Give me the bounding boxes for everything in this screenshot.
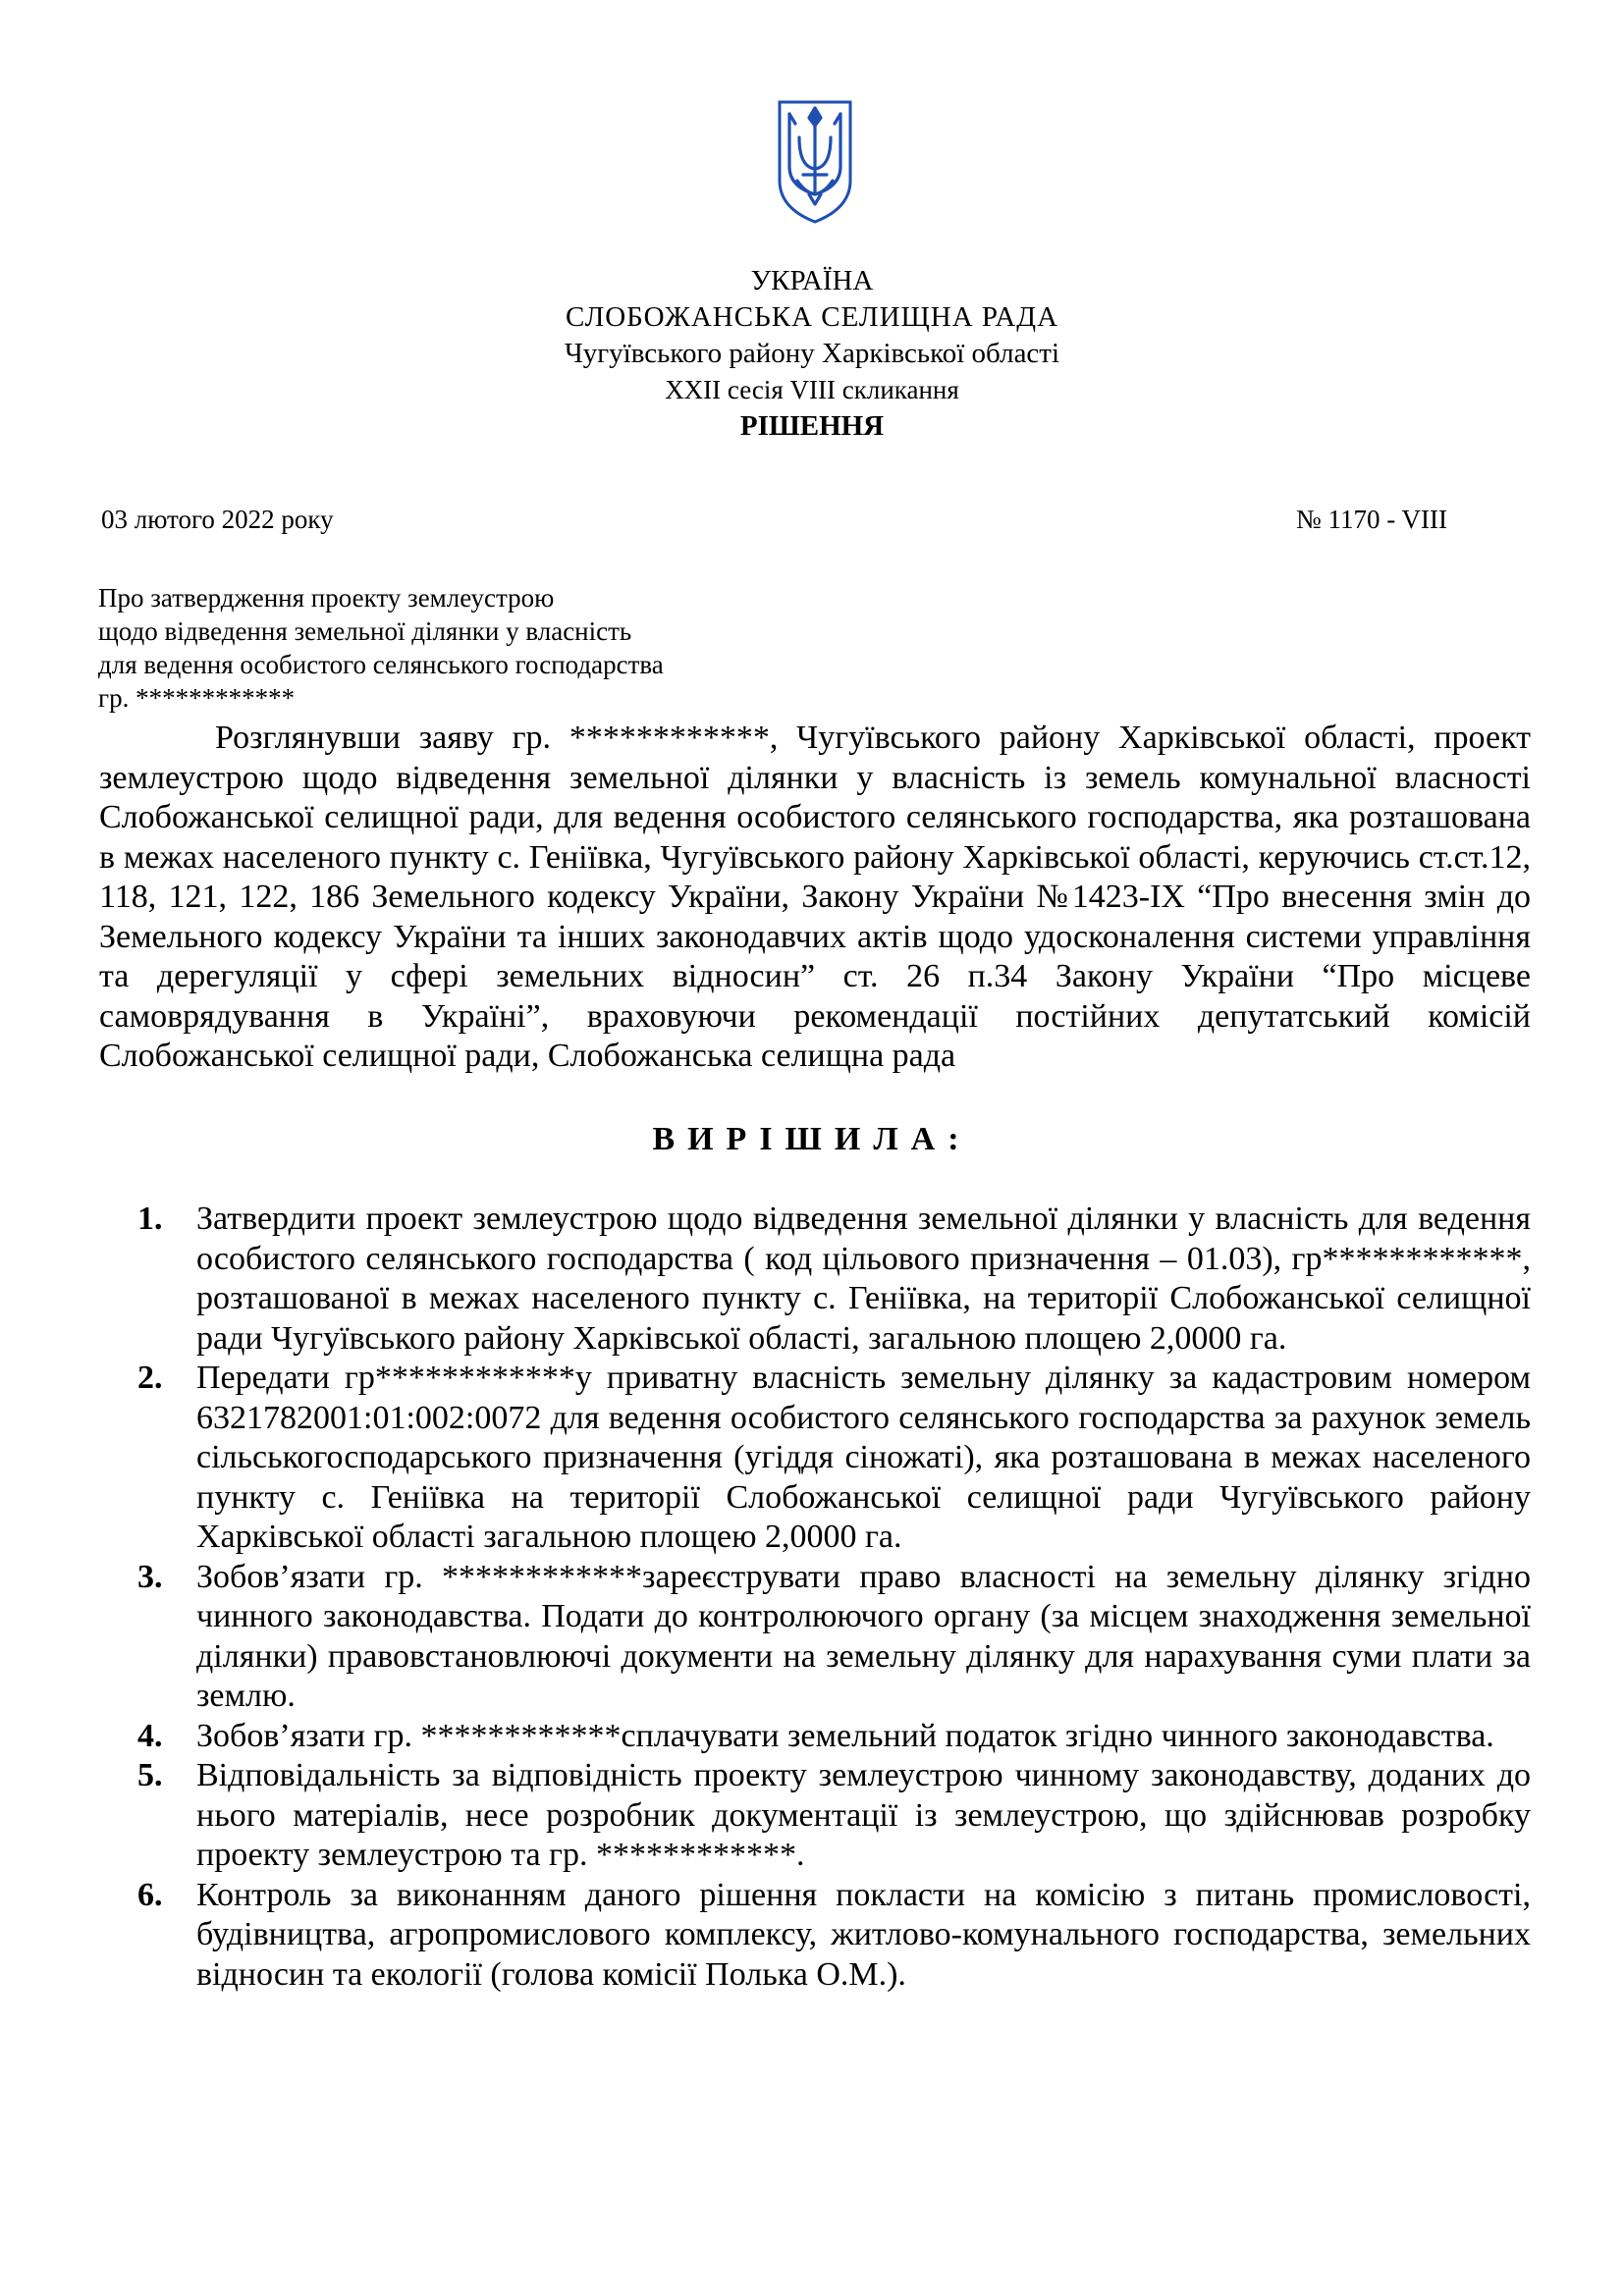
subject-line: щодо відведення земельної ділянки у власність xyxy=(98,616,632,646)
decision-items xyxy=(137,1200,1531,1995)
decision-item xyxy=(137,1200,1531,1359)
subject-line: Про затвердження проекту землеустрою xyxy=(98,583,555,613)
coat-of-arms-trident-icon xyxy=(776,98,854,226)
district-name: Чугуївського району Харківської області xyxy=(564,338,1060,369)
decision-subject xyxy=(98,581,805,715)
item-number: 3. xyxy=(137,1558,163,1595)
decision-item xyxy=(137,1558,1531,1717)
subject-line: для ведення особистого селянського господарства xyxy=(98,650,664,679)
decision-item xyxy=(137,1359,1531,1558)
item-number: 1. xyxy=(137,1201,163,1237)
decision-item xyxy=(137,1717,1531,1757)
decision-item xyxy=(137,1756,1531,1876)
item-text: Зобов’язати гр. ************зареєструвати право власності на земельну ділянку згідно чинного законодавства. Подати до контролюючого органу (за місцем знаходження земельної ділянки) правовстановлюючі документи на земельну ділянку для нарахування суми плати за землю. xyxy=(196,1558,1531,1714)
decision-item xyxy=(137,1876,1531,1996)
council-name: СЛОБОЖАНСЬКА СЕЛИЩНА РАДА xyxy=(565,301,1059,333)
subject-line: гр. ************ xyxy=(98,683,296,713)
preamble-paragraph: Розглянувши заяву гр. ************, Чугуївського району Харківської області, проект землеустрою щодо відведення земельної ділянки у власність із земель комунальної власності Слобожанської селищної ради, для ведення особистого селянського господарства, яка розташована в межах населеного пункту с. Геніївка, Чугуївського району Харківської області, керуючись ст.ст.12, 118, 121, 122, 186 Земельного кодексу України, Закону України №1423-IX “Про внесення змін до Земельного кодексу України та інших законодавчих актів щодо удосконалення системи управління та дерегуляції у сфері земельних відносин” ст. 26 п.34 Закону України “Про місцеве самоврядування в Україні”, враховуючи рекомендації постійних депутатський комісій Слобожанської селищної ради, Слобожанська селищна рада xyxy=(99,720,1531,1074)
item-number: 6. xyxy=(137,1876,163,1913)
item-text: Затвердити проект землеустрою щодо відведення земельної ділянки у власність для ведення особистого селянського господарства ( код цільового призначення – 01.03), гр************, розташованої в межах населеного пункту с. Геніївка, на території Слобожанської селищної ради Чугуївського району Харківської області, загальною площею 2,0000 га. xyxy=(196,1201,1531,1357)
country-name: УКРАЇНА xyxy=(750,265,874,296)
item-text: Контроль за виконанням даного рішення покласти на комісію з питань промисловості, будівництва, агропромислового комплексу, житлово-комунального господарства, земельних відносин та екології (голова комісії Полька О.М.). xyxy=(196,1876,1531,1993)
item-text: Передати гр************у приватну власність земельну ділянку за кадастровим номером 6321782001:01:002:0072 для ведення особистого селянського господарства за рахунок земель сільськогосподарського призначення (угіддя сіножаті), яка розташована в межах населеного пункту с. Геніївка на території Слобожанської селищної ради Чугуївського району Харківської області загальною площею 2,0000 га. xyxy=(196,1360,1531,1555)
decision-date: 03 лютого 2022 року xyxy=(101,505,334,534)
item-number: 4. xyxy=(137,1717,163,1754)
decision-number: № 1170 - VІІІ xyxy=(1296,505,1447,534)
document-type: РІШЕННЯ xyxy=(739,410,885,442)
item-text: Зобов’язати гр. ************сплачувати земельний податок згідно чинного законодавства. xyxy=(196,1717,1494,1754)
decided-heading: ВИРІШИЛА: xyxy=(652,1121,972,1157)
item-number: 2. xyxy=(137,1360,163,1396)
session-info: ХХІІ сесія VІІІ скликання xyxy=(665,375,959,404)
item-number: 5. xyxy=(137,1757,163,1793)
item-text: Відповідальність за відповідність проекту землеустрою чинному законодавству, доданих до нього матеріалів, несе розробник документації із землеустрою, що здійснював розробку проекту землеустрою та гр. ************. xyxy=(196,1757,1531,1873)
document-header xyxy=(0,263,1624,445)
